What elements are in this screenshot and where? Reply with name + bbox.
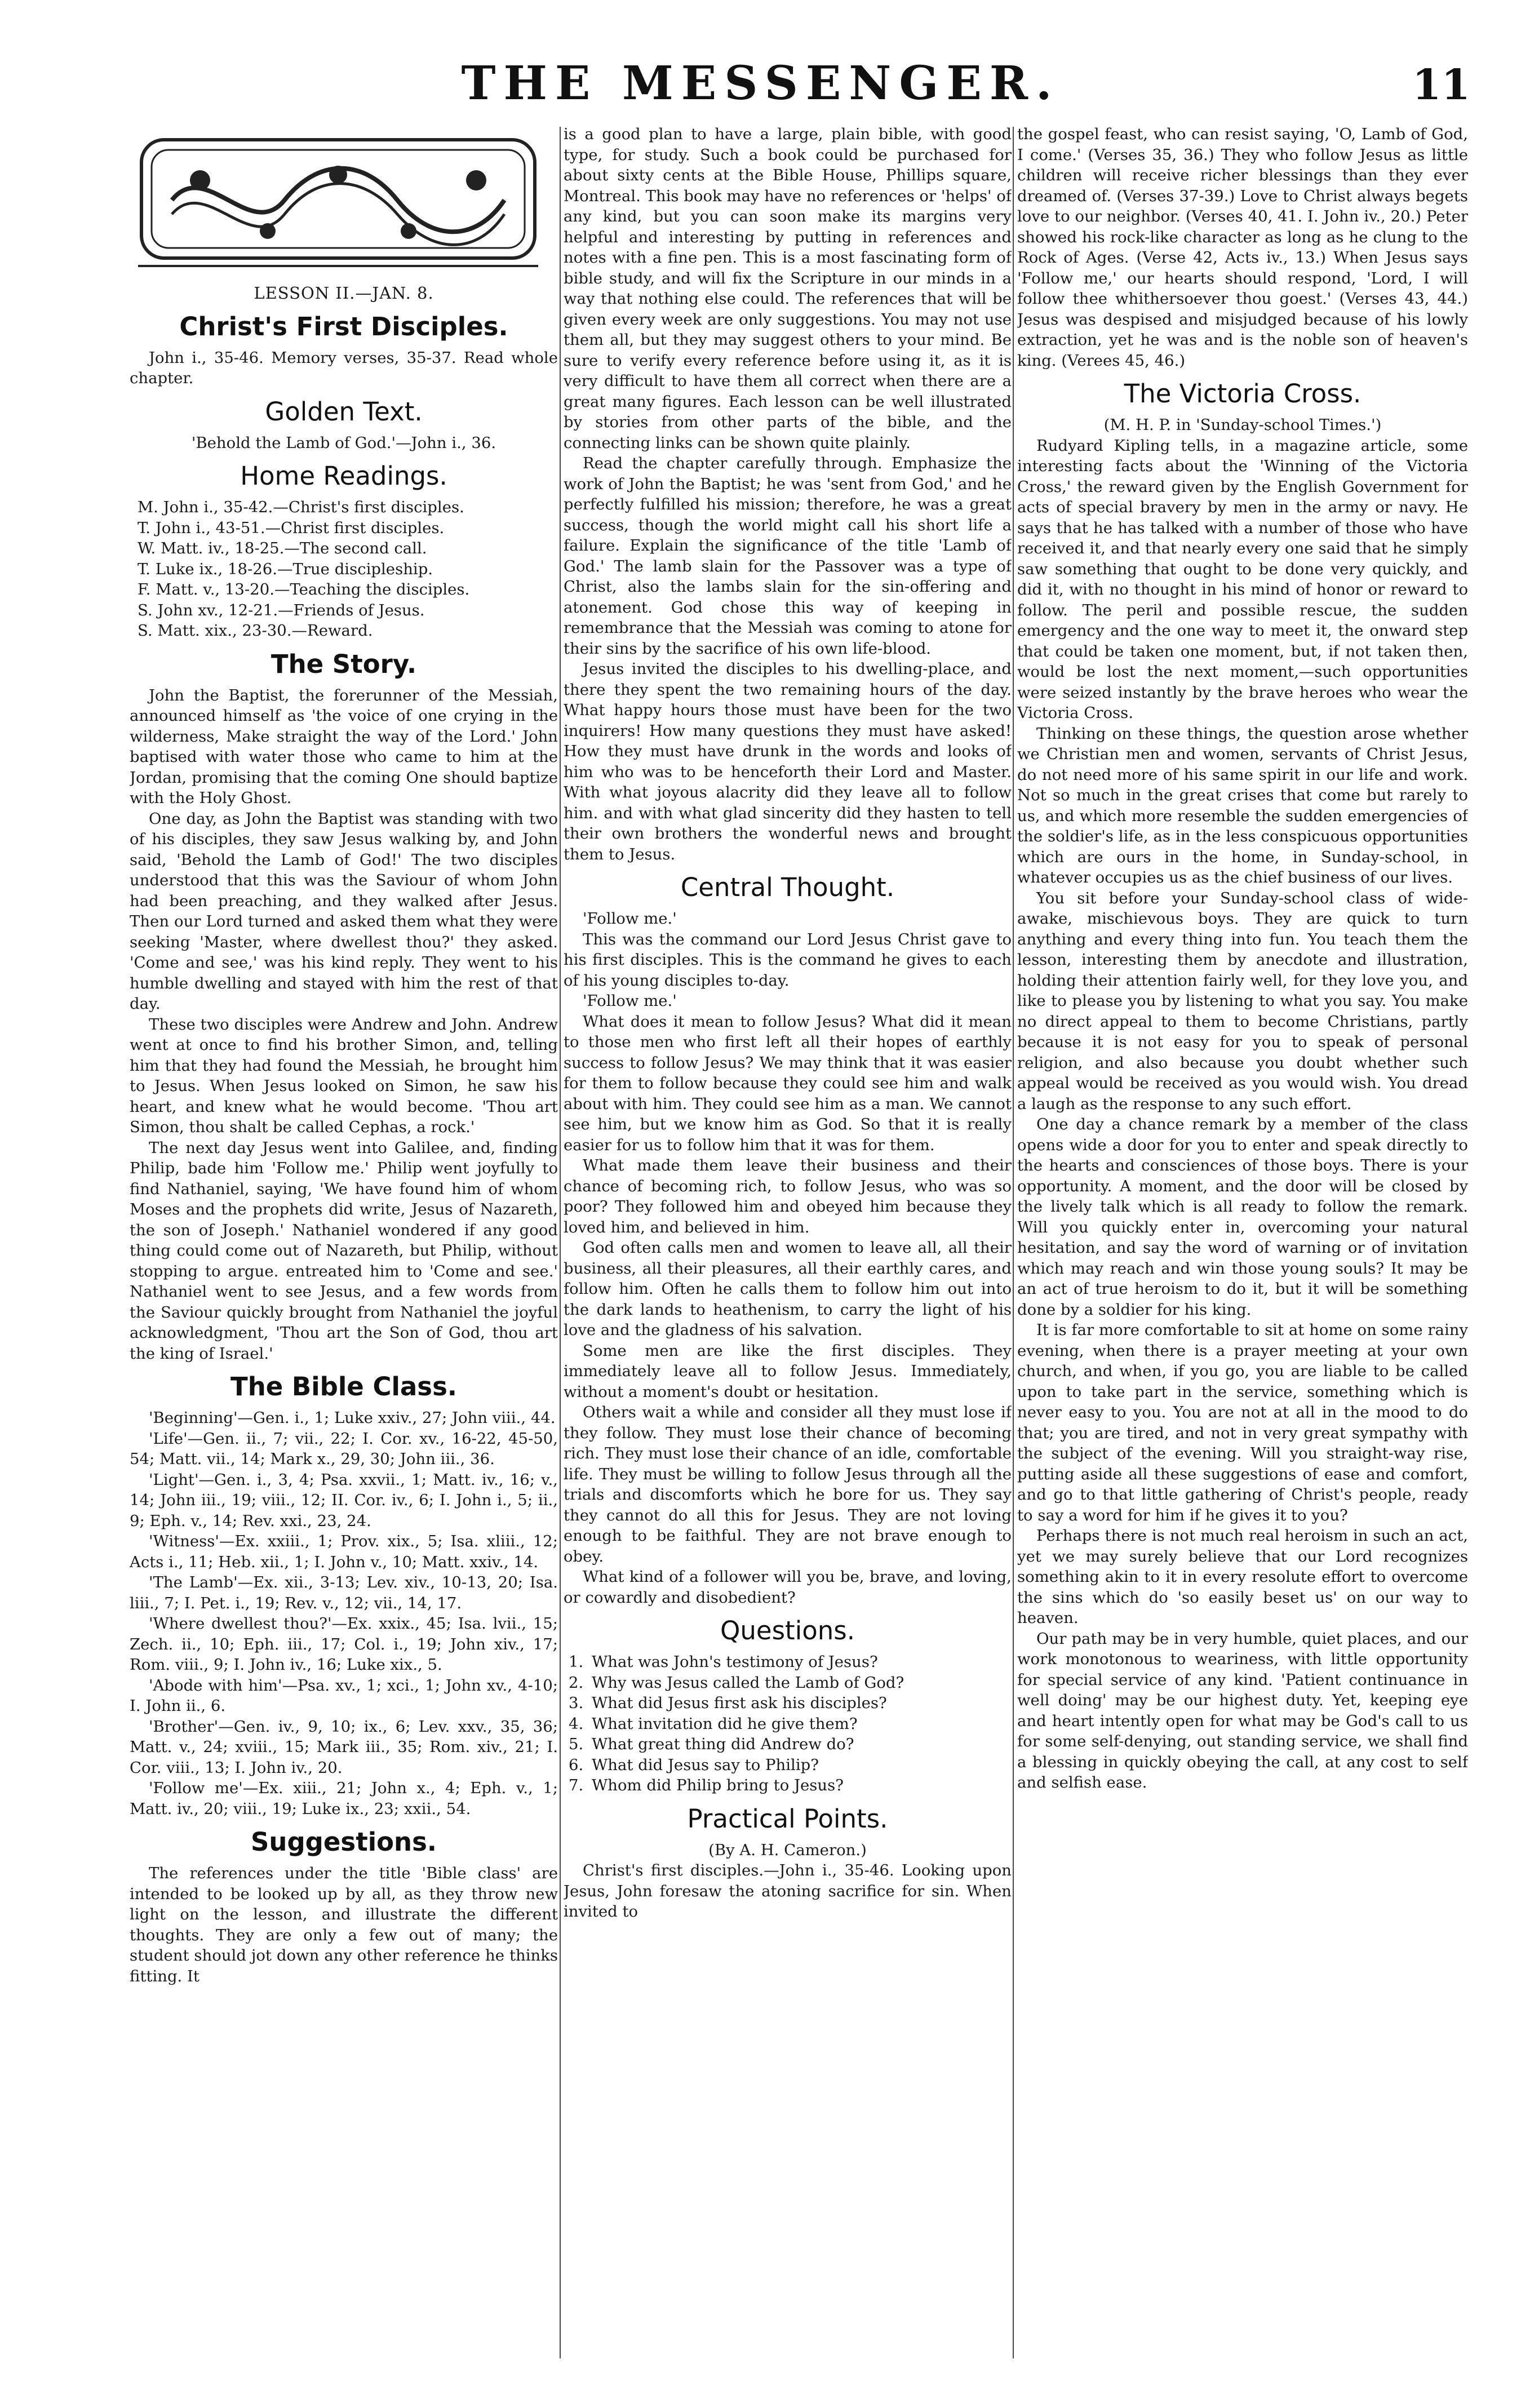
question-item: 4. What invitation did he give them? (588, 1714, 1012, 1735)
question-item: 1. What was John's testimony of Jesus? (588, 1652, 1012, 1673)
victoria-byline: (M. H. P. in 'Sunday-school Times.') (1103, 416, 1382, 434)
column-divider (1013, 127, 1014, 2358)
story-heading: The Story. (271, 649, 417, 679)
question-item: 2. Why was Jesus called the Lamb of God? (588, 1673, 1012, 1693)
suggestions-paragraph: Jesus invited the disciples to his dwelling-place, and there they spent the two remaining hours of the day. What happy hours those must have been for the two inquirers! How many questions they must have asked! How they must have drunk in the words and looks of him who was to be henceforth their Lord and Master. With what joyous alacrity did they leave all to follow him. and with what glad sincerity did they hasten to tell their own brothers the wonderful news and brought them to Jesus. (564, 660, 1012, 863)
lesson-number: LESSON II.—JAN. 8. (254, 283, 434, 303)
column-3 (1017, 124, 1468, 2361)
golden-text-heading: Golden Text. (265, 396, 423, 427)
central-paragraph: What made them leave their business and their chance of becoming rich, to follow Jesus, who was so poor? They followed him and obeyed him because they loved him, and believed in him. (564, 1156, 1012, 1236)
central-paragraph: Some men are like the first disciples. They immediately leave all to follow Jesus. Immediately, without a moment's doubt or hesitation. (564, 1341, 1012, 1401)
reading-item: S. Matt. xix., 23-30.—Reward. (138, 622, 373, 640)
practical-byline: (By A. H. Cameron.) (708, 1841, 867, 1859)
home-readings-list (130, 497, 558, 641)
article-paragraph: One day a chance remark by a member of the class opens wide a door for you to enter and speak directly to the hearts and consciences of those boys. There is your opportunity. A moment, and the door will be closed by the lively talk which is all ready to follow the remark. Will you quickly enter in, overcoming your natural hesitation, and say the word of warning or of invitation which may reach and win those young souls? It may be an act of true heroism to do it, but it will be something done by a soldier for his king. (1017, 1115, 1468, 1319)
central-paragraph: God often calls men and women to leave all, all their business, all their pleasures, all their earthly cares, and follow him. Often he calls them to follow him out into the dark lands to heathenism, to carry the light of his love and the gladness of his salvation. (564, 1239, 1012, 1339)
bible-reference: 'Beginning'—Gen. i., 1; Luke xxiv., 27; John viii., 44. (149, 1409, 556, 1427)
question-item: 6. What did Jesus say to Philip? (588, 1755, 1012, 1776)
suggestions-heading: Suggestions. (251, 1827, 437, 1857)
article-paragraph: Thinking on these things, the question arose whether we Christian men and women, servants of Christ Jesus, do not need more of his same spirit in our life and work. Not so much in the great crises that come but rarely to us, and which more resemble the sudden emergencies of the soldier's life, as in the less conspicuous opportunities which are ours in the home, in Sunday-school, in whatever occupies us as the chief business of our lives. (1017, 724, 1468, 886)
golden-text: 'Behold the Lamb of God.'—John i., 36. (191, 433, 496, 452)
suggestions-paragraph: Read the chapter carefully through. Emphasize the work of John the Baptist; he was 'sent from God,' and he perfectly fulfilled his mission; therefore, he was a great success, though the world might call his short life a failure. Explain the significance of the title 'Lamb of God.' The lamb slain for the Passover was a type of Christ, also the lambs slain for the sin-offering and atonement. God chose this way of keeping in remembrance that the Messiah was coming to atone for their sins by the sacrifice of his own life-blood. (564, 454, 1012, 658)
home-readings-heading: Home Readings. (240, 461, 447, 491)
column-divider (560, 127, 561, 2358)
reading-item: M. John i., 35-42.—Christ's first disciples. (138, 498, 464, 516)
bible-reference: 'Where dwellest thou?'—Ex. xxix., 45; Isa. lvii., 15; Zech. ii., 10; Eph. iii., 17; Col. i., 19; John xiv., 17; Rom. viii., 9; I. John iv., 16; Luke xix., 5. (130, 1615, 558, 1674)
bible-reference: 'Follow me'—Ex. xiii., 21; John x., 4; Eph. v., 1; Matt. iv., 20; viii., 19; Luke ix., 23; xxii., 54. (130, 1779, 558, 1818)
article-paragraph: Perhaps there is not much real heroism in such an act, yet we may surely believe that our Lord recognizes something akin to it in every resolute effort to overcome the sins which do 'so easily beset us' on our way to heaven. (1017, 1527, 1468, 1627)
reading-item: F. Matt. v., 13-20.—Teaching the disciples. (138, 580, 470, 598)
central-paragraph: 'Follow me.' (583, 992, 677, 1010)
central-paragraph: What does it mean to follow Jesus? What did it mean to those men who first left all their hopes of earthly success to follow Jesus? We may think that it was easier for them to follow because they could see him and walk about with him. They could see him as a man. We cannot see him, but we know him as God. So that it is really easier for us to follow him that it was for them. (564, 1012, 1012, 1154)
column-1 (130, 127, 558, 2361)
reading-item: T. Luke ix., 18-26.—True discipleship. (138, 560, 433, 578)
ornamental-banner-icon (138, 135, 538, 265)
bible-reference: 'Witness'—Ex. xxiii., 1; Prov. xix., 5; Isa. xliii., 12; Acts i., 11; Heb. xii., 1; I. John v., 10; Matt. xxiv., 14. (130, 1532, 558, 1571)
practical-continued: the gospel feast, who can resist saying, 'O, Lamb of God, I come.' (Verses 35, 36.) They who follow Jesus as little children will receive richer blessings than they ever dreamed of. (Verses 37-39.) Love to Christ always begets love to our neighbor. (Verses 40, 41. I. John iv., 20.) Peter showed his rock-like character as long as he clung to the Rock of Ages. (Verse 42, Acts iv., 13.) When Jesus says 'Follow me,' our hearts should respond, 'Lord, I will follow thee whithersoever thou goest.' (Verses 43, 44.) Jesus was despised and misjudged because of his lowly extraction, yet he was and is the noble son of heaven's king. (Verees 45, 46.) (1017, 125, 1468, 370)
bible-class-heading: The Bible Class. (230, 1372, 457, 1402)
central-paragraph: Others wait a while and consider all they must lose if they follow. They must lose their chance of becoming rich. They must lose their chance of an idle, comfortable life. They must be willing to follow Jesus through all the trials and discomforts which he bore for us. They say they cannot do all this for Jesus. They are not loving enough to be faithful. They are not brave enough to obey. (564, 1403, 1012, 1566)
practical-paragraph: Christ's first disciples.—John i., 35-46. Looking upon Jesus, John foresaw the atoning sacrifice for sin. When invited to (564, 1861, 1012, 1921)
page-number: 11 (1412, 61, 1470, 109)
victoria-cross-heading: The Victoria Cross. (1124, 379, 1362, 409)
question-item: 3. What did Jesus first ask his disciples? (588, 1693, 1012, 1714)
questions-list (564, 1652, 1012, 1796)
practical-points-heading: Practical Points. (687, 1803, 888, 1834)
central-paragraph: This was the command our Lord Jesus Christ gave to his first disciples. This is the command he gives to each of his young disciples to-day. (564, 930, 1012, 990)
reading-item: S. John xv., 12-21.—Friends of Jesus. (138, 601, 425, 619)
reading-item: T. John i., 43-51.—Christ first disciples. (138, 518, 445, 537)
article-paragraph: It is far more comfortable to sit at home on some rainy evening, when there is a prayer meeting at your own church, and when, if you go, you are liable to be called upon to take part in the service, something which is never easy to you. You are not at all in the mood to do that; you are tired, and not in very great sympathy with the subject of the evening. Will you straight-way rise, putting aside all these suggestions of ease and comfort, and go to that little gathering of Christ's people, ready to say a word for him if he gives it to you? (1017, 1321, 1468, 1524)
question-item: 7. Whom did Philip bring to Jesus? (588, 1775, 1012, 1796)
bible-reference: 'Life'—Gen. ii., 7; vii., 22; I. Cor. xv., 16-22, 45-50, 54; Matt. vii., 14; Mark x., 29, 30; John iii., 36. (130, 1429, 558, 1468)
article-paragraph: Rudyard Kipling tells, in a magazine article, some interesting facts about the 'Winning of the Victoria Cross,' the reward given by the English Government for acts of special bravery by men in the army or navy. He says that he has talked with a number of those who have received it, and that nearly every one said that he simply saw something that ought to be done very quickly, and did it, with no thought in his mind of honor or reward to follow. The peril and possible rescue, the sudden emergency and the one way to meet it, the onward step that could be taken one moment, but, if not taken then, would be lost the next moment,—such opportunities were seized instantly by the brave heroes who wear the Victoria Cross. (1017, 436, 1468, 722)
article-paragraph: You sit before your Sunday-school class of wide-awake, mischievous boys. They are quick to turn anything and every thing into fun. You teach them the lesson, interesting them by anecdote and illustration, holding their attention fairly well, for they love you, and like to please you by listening to what you say. You make no direct appeal to them to become Christians, partly because it is not easy for you to speak of personal religion, and also because you doubt whether such appeal would be received as you would wish. You dread a laugh as the response to any such effort. (1017, 889, 1468, 1113)
questions-heading: Questions. (720, 1616, 855, 1646)
lesson-title: Christ's First Disciples. (179, 311, 508, 342)
column-2 (564, 124, 1012, 2361)
story-paragraph: The next day Jesus went into Galilee, and, finding Philip, bade him 'Follow me.' Philip went joyfully to find Nathaniel, saying, 'We have found him of whom Moses and the prophets did write, Jesus of Nazareth, the son of Joseph.' Nathaniel wondered if any good thing could come out of Nazareth, but Philip, without stopping to argue. entreated him to 'Come and see.' Nathaniel went to see Jesus, and a few words from the Saviour quickly brought from Nathaniel the joyful acknowledgment, 'Thou art the Son of God, thou art the king of Israel.' (130, 1138, 558, 1363)
bible-reference: 'Brother'—Gen. iv., 9, 10; ix., 6; Lev. xxv., 35, 36; Matt. v., 24; xviii., 15; Mark iii., 35; Rom. xiv., 21; I. Cor. viii., 13; I. John iv., 20. (130, 1717, 558, 1777)
central-paragraph: What kind of a follower will you be, brave, and loving, or cowardly and disobedient? (564, 1568, 1012, 1607)
question-item: 5. What great thing did Andrew do? (588, 1734, 1012, 1755)
reading-item: W. Matt. iv., 18-25.—The second call. (138, 539, 427, 557)
central-paragraph: 'Follow me.' (583, 910, 677, 928)
bible-reference: 'Light'—Gen. i., 3, 4; Psa. xxvii., 1; Matt. iv., 16; v., 14; John iii., 19; viii., 12; II. Cor. iv., 6; I. John i., 5; ii., 9; Eph. v., 14; Rev. xxi., 23, 24. (130, 1470, 558, 1530)
suggestions-continued: is a good plan to have a large, plain bible, with good type, for study. Such a book could be purchased for about sixty cents at the Bible House, Phillips square, Montreal. This book may have no references or 'helps' of any kind, but you can soon make its margins very helpful and interesting by putting in references and notes with a fine pen. This is a most fascinating form of bible study, and will fix the Scripture in our minds in a way that nothing else could. The references that will be given every week are only suggestions. You may not use them all, but they may suggest others to your mind. Be sure to verify every reference before using it, as it is very difficult to have them all correct when there are a great many figures. Each lesson can be well illustrated by stories from other parts of the bible, and the connecting links can be shown quite plainly. (564, 125, 1012, 452)
story-paragraph: These two disciples were Andrew and John. Andrew went at once to find his brother Simon, and, telling him that they had found the Messiah, he brought him to Jesus. When Jesus looked on Simon, he saw his heart, and knew what he would become. 'Thou art Simon, thou shalt be called Cephas, a rock.' (130, 1015, 558, 1136)
bible-reference: 'The Lamb'—Ex. xii., 3-13; Lev. xiv., 10-13, 20; Isa. liii., 7; I. Pet. i., 19; Rev. v., 12; vii., 14, 17. (130, 1573, 558, 1612)
story-paragraph: One day, as John the Baptist was standing with two of his disciples, they saw Jesus walking by, and John said, 'Behold the Lamb of God!' The two disciples understood that this was the Saviour of whom John had been preaching, and they walked after Jesus. Then our Lord turned and asked them what they were seeking 'Master, where dwellest thou?' they asked. 'Come and see,' was his kind reply. They went to his humble dwelling and stayed with him the rest of that day. (130, 809, 558, 1013)
masthead-title: THE MESSENGER. (461, 56, 1060, 110)
article-paragraph: Our path may be in very humble, quiet places, and our work monotonous to weariness, with little opportunity for special service of any kind. 'Patient continuance in well doing' may be our highest duty. Yet, keeping eye and heart intently open for what may be God's call to us for some self-denying, out standing service, we shall find a blessing in quickly obeying the call, at any cost to self and selfish ease. (1017, 1629, 1468, 1791)
lesson-intro: John i., 35-46. Memory verses, 35-37. Read whole chapter. (130, 348, 558, 387)
suggestions-paragraph: The references under the title 'Bible class' are intended to be looked up by all, as they throw new light on the lesson, and illustrate the different thoughts. They are only a few out of many; the student should jot down any other reference he thinks fitting. It (130, 1864, 558, 1985)
bible-reference: 'Abode with him'—Psa. xv., 1; xci., 1; John xv., 4-10; I. John ii., 6. (130, 1676, 558, 1715)
central-thought-heading: Central Thought. (680, 872, 895, 902)
sabbath-school-logo (138, 135, 538, 267)
story-paragraph: John the Baptist, the forerunner of the Messiah, announced himself as 'the voice of one crying in the wilderness, Make straight the way of the Lord.' John baptised with water those who came to him at the Jordan, promising that the coming One should baptize with the Holy Ghost. (130, 686, 558, 807)
